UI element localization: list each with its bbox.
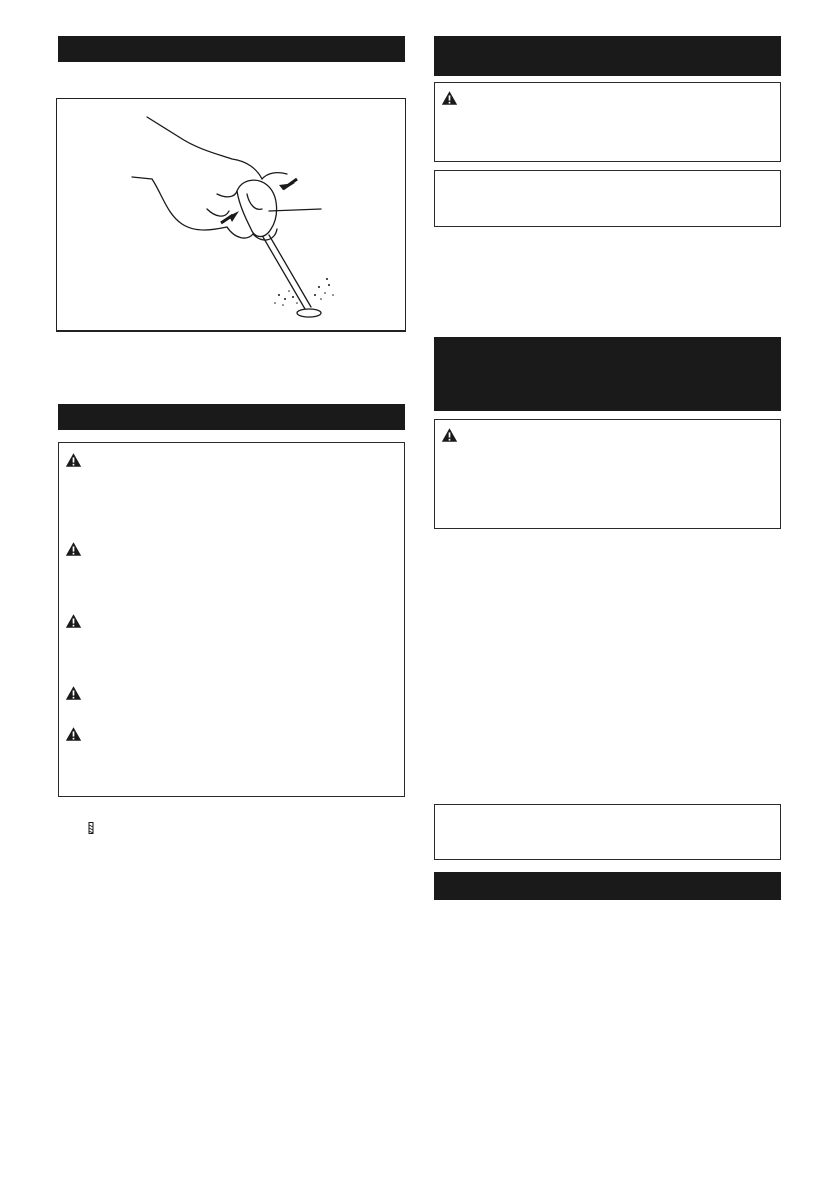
section-header-bar-2	[58, 404, 405, 430]
section-header-bar-3	[434, 36, 781, 76]
warning-triangle-icon	[65, 685, 82, 701]
section-header-bar-1	[58, 36, 405, 62]
warning-box-right-1	[434, 82, 781, 162]
warning-triangle-icon	[65, 613, 82, 629]
warning-triangle-icon	[65, 452, 82, 468]
warning-box-left	[58, 442, 405, 797]
warning-triangle-icon	[441, 90, 458, 106]
warning-triangle-icon	[65, 541, 82, 557]
notice-box-2	[434, 804, 781, 860]
warning-triangle-icon	[65, 726, 82, 742]
footer-strip	[0, 1186, 840, 1192]
drill-bit-symbol-icon	[88, 822, 94, 834]
section-header-bar-5	[434, 872, 781, 900]
section-header-bar-4	[434, 337, 781, 411]
warning-triangle-icon	[441, 427, 458, 443]
warning-box-right-2	[434, 419, 781, 529]
blow-out-bulb-illustration	[57, 99, 404, 329]
notice-box-1	[434, 170, 781, 227]
illustration-figure	[56, 98, 406, 332]
